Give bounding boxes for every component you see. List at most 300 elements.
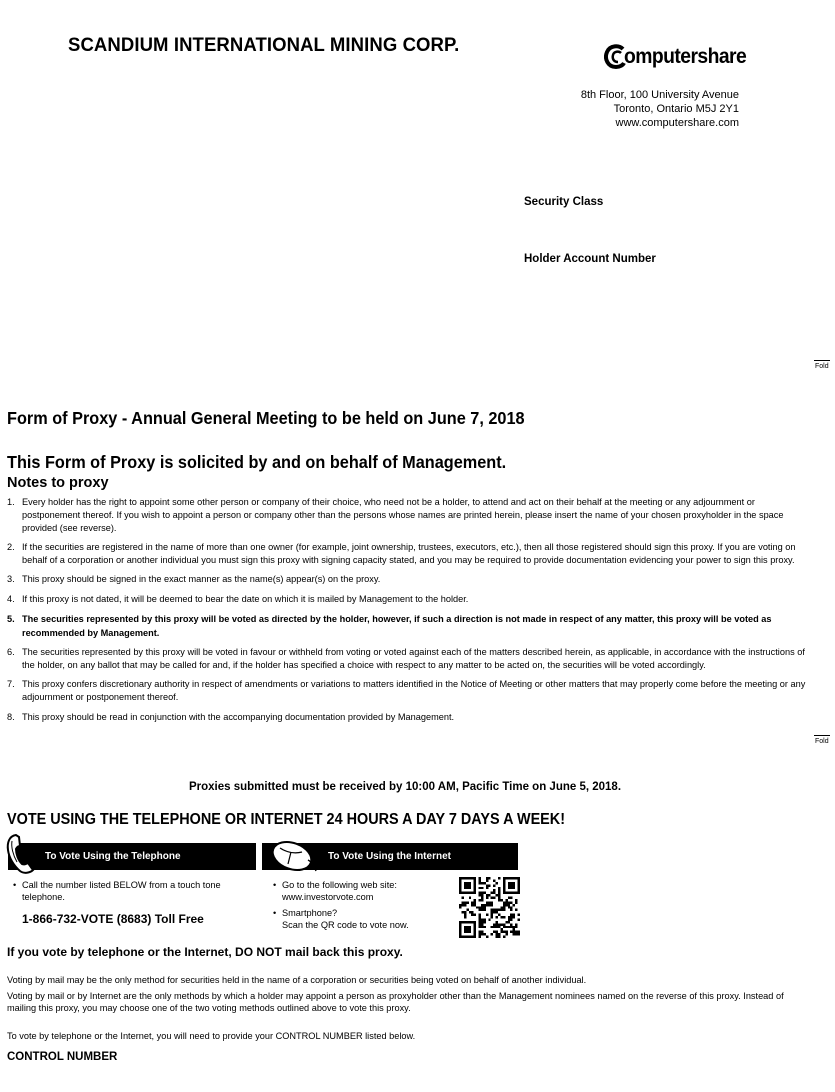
qr-module [510,914,512,916]
qr-module [513,904,515,906]
qr-module [469,911,471,913]
note-number: 2. [7,541,15,552]
qr-module [496,921,498,923]
qr-module [508,906,510,908]
vote-heading: VOTE USING THE TELEPHONE OR INTERNET 24 HOURS A DAY 7 DAYS A WEEK! [7,811,566,828]
qr-module [481,897,483,899]
qr-module [464,901,466,903]
qr-module [466,884,468,886]
qr-module [469,931,471,933]
qr-module [483,926,485,928]
qr-module [459,928,461,930]
qr-module [466,892,468,894]
qr-module [498,909,500,911]
qr-module [491,892,493,894]
qr-module [493,879,495,881]
qr-module [518,887,520,889]
qr-module [464,882,466,884]
qr-module [474,884,476,886]
qr-module [461,877,463,879]
qr-module [483,882,485,884]
qr-module [488,904,490,906]
qr-module [483,921,485,923]
note-number: 7. [7,679,15,690]
qr-module [496,894,498,896]
qr-module [503,906,505,908]
qr-module [466,882,468,884]
qr-module [459,926,461,928]
qr-module [505,877,507,879]
qr-module [464,926,466,928]
qr-module [481,926,483,928]
qr-module [508,918,510,920]
qr-module [503,923,505,925]
deadline-notice: Proxies submitted must be received by 10:00 AM, Pacific Time on June 5, 2018. [188,781,622,793]
qr-module [496,882,498,884]
company-name: SCANDIUM INTERNATIONAL MINING CORP. [68,34,460,56]
qr-module [483,933,485,935]
note-item [7,496,807,536]
qr-module [481,887,483,889]
internet-instruction-item [273,908,453,920]
computershare-logo [604,44,757,70]
qr-module [493,931,495,933]
qr-module [500,923,502,925]
qr-module [466,931,468,933]
telephone-vote-label: To Vote Using the Telephone [45,851,181,862]
note-number: 4. [7,594,15,605]
qr-module [503,889,505,891]
qr-module [503,916,505,918]
qr-module [486,887,488,889]
internet-vote-label: To Vote Using the Internet [328,851,451,862]
qr-module [481,892,483,894]
qr-module [498,926,500,928]
holder-account-label: Holder Account Number [524,253,656,265]
telephone-icon [6,833,42,875]
qr-module [498,936,500,938]
qr-module [503,936,505,938]
qr-module [474,928,476,930]
qr-module [513,916,515,918]
qr-module [515,933,517,935]
mouse-icon [268,838,318,874]
qr-module [471,892,473,894]
qr-module [481,921,483,923]
qr-module [500,906,502,908]
qr-module [469,936,471,938]
qr-module [479,879,481,881]
qr-module [496,916,498,918]
qr-module [515,926,517,928]
qr-module [505,892,507,894]
qr-module [510,877,512,879]
qr-module [464,916,466,918]
qr-module [474,933,476,935]
qr-module [483,909,485,911]
qr-module [481,894,483,896]
qr-module [483,906,485,908]
qr-module [466,921,468,923]
qr-module [464,904,466,906]
qr-module [498,877,500,879]
qr-module [479,899,481,901]
qr-module [474,936,476,938]
notes-title: Notes to proxy [7,475,109,491]
qr-module [471,901,473,903]
qr-module [479,892,481,894]
qr-module [510,892,512,894]
qr-module [510,897,512,899]
security-class-label: Security Class [524,196,604,208]
qr-module [513,931,515,933]
bullet: • [13,880,17,890]
fold-mark: Fold [815,738,829,745]
qr-module [481,909,483,911]
qr-module [474,882,476,884]
qr-module [493,889,495,891]
bullet: • [273,908,277,918]
qr-module [464,921,466,923]
no-mail-warning: If you vote by telephone or the Internet, DO NOT mail back this proxy. [7,945,403,959]
qr-module [508,921,510,923]
qr-module [505,933,507,935]
qr-module [500,928,502,930]
computershare-logo-text: omputershare [624,45,747,68]
qr-module [464,884,466,886]
qr-module [479,914,481,916]
qr-module [469,884,471,886]
qr-module [496,911,498,913]
qr-module [459,921,461,923]
qr-module [486,904,488,906]
qr-module [474,892,476,894]
qr-module [466,909,468,911]
qr-module [469,877,471,879]
agent-address [581,88,739,130]
qr-module [466,936,468,938]
qr-module [486,894,488,896]
qr-module [493,926,495,928]
qr-module [505,921,507,923]
qr-module [493,884,495,886]
qr-module [503,879,505,881]
qr-code[interactable] [459,877,520,938]
qr-module [508,926,510,928]
qr-module [518,918,520,920]
notes-list [7,496,807,724]
qr-module [471,936,473,938]
smartphone-text: Smartphone? [282,908,338,918]
qr-module [469,897,471,899]
qr-module [498,889,500,891]
qr-module [500,899,502,901]
qr-module [510,884,512,886]
qr-module [500,916,502,918]
qr-module [503,909,505,911]
qr-module [474,899,476,901]
qr-module [469,928,471,930]
qr-module [464,887,466,889]
qr-module [479,931,481,933]
qr-module [461,904,463,906]
address-website: www.computershare.com [615,117,739,129]
form-title: Form of Proxy - Annual General Meeting to be held on June 7, 2018 [7,408,525,428]
qr-module [471,904,473,906]
qr-module [510,906,512,908]
telephone-instruction-text: Call the number listed BELOW from a touch tone telephone. [22,880,221,902]
qr-module [518,879,520,881]
qr-module [496,933,498,935]
qr-module [459,879,461,881]
qr-module [459,936,461,938]
qr-module [486,901,488,903]
qr-module [515,899,517,901]
qr-module [459,931,461,933]
qr-module [515,909,517,911]
qr-module [491,901,493,903]
qr-module [471,877,473,879]
qr-module [503,904,505,906]
qr-module [503,882,505,884]
qr-module [474,879,476,881]
note-number: 8. [7,711,15,722]
qr-module [486,879,488,881]
proxyholder-paragraph: Voting by mail or by Internet are the only methods by which a holder may appoint a person as proxyholder other than the Management nominees named on the reverse of this proxy. Instead of mailing this proxy, you may choose one of the two voting methods outlined above to vote this proxy. [7,991,784,1014]
qr-module [479,918,481,920]
qr-module [491,916,493,918]
note-item [7,573,807,586]
qr-module [508,916,510,918]
qr-module [513,887,515,889]
qr-module [479,923,481,925]
qr-module [474,904,476,906]
qr-module [481,918,483,920]
qr-module [518,877,520,879]
qr-module [471,914,473,916]
qr-module [503,877,505,879]
qr-module [479,882,481,884]
toll-free-number[interactable]: 1-866-732-VOTE (8683) Toll Free [22,912,204,926]
qr-module [518,914,520,916]
qr-module [459,889,461,891]
qr-module [510,931,512,933]
qr-module [469,882,471,884]
qr-module [464,914,466,916]
qr-module [469,892,471,894]
qr-module [515,877,517,879]
qr-module [518,889,520,891]
qr-module [513,928,515,930]
qr-module [505,904,507,906]
qr-module [508,882,510,884]
qr-module [474,921,476,923]
qr-module [461,901,463,903]
qr-module [498,894,500,896]
qr-module [459,906,461,908]
note-text: The securities represented by this proxy will be voted in favour or withheld from voting or voted against each of the matters described herein, as applicable, in accordance with the instructions of the holder, on any ballot that may be called for and, if the holder has specified a choice with respect to any matter to be acted on, the securities will be voted accordingly. [22,646,805,671]
note-text: Every holder has the right to appoint some other person or company of their choice, who need not be a holder, to attend and act on their behalf at the meeting or any adjournment or postponement thereof. If you wish to appoint a person or company other than the persons whose names are printed herein, please insert the name of your chosen proxyholder in the space provided (see reverse). [22,497,784,534]
qr-module [461,911,463,913]
qr-module [515,892,517,894]
note-number: 6. [7,646,15,657]
qr-module [510,909,512,911]
qr-module [513,914,515,916]
qr-module [508,877,510,879]
note-text: If this proxy is not dated, it will be deemed to bear the date on which it is mailed by Management to the holder. [22,594,469,605]
qr-module [518,933,520,935]
qr-module [496,909,498,911]
qr-module [510,901,512,903]
mail-voting-paragraph: Voting by mail may be the only method for securities held in the name of a corporation or securities being voted on behalf of another individual. [7,975,587,985]
qr-module [474,877,476,879]
qr-module [508,897,510,899]
qr-module [481,899,483,901]
qr-module [466,887,468,889]
qr-module [503,926,505,928]
qr-module [471,921,473,923]
qr-module [483,918,485,920]
qr-module [479,926,481,928]
qr-module [488,877,490,879]
qr-module [459,923,461,925]
qr-module [498,897,500,899]
qr-module [479,933,481,935]
qr-module [508,901,510,903]
qr-module [474,926,476,928]
qr-module [466,901,468,903]
qr-module [496,931,498,933]
qr-module [464,931,466,933]
qr-module [498,923,500,925]
qr-module [513,926,515,928]
qr-module [466,877,468,879]
qr-module [479,906,481,908]
qr-module [459,933,461,935]
address-line: Toronto, Ontario M5J 2Y1 [613,103,739,115]
telephone-vote-bar [8,843,256,870]
internet-instruction-text: Go to the following web site: [282,880,397,890]
qr-module [471,911,473,913]
qr-module [510,882,512,884]
qr-module [479,887,481,889]
qr-module [486,884,488,886]
qr-module [479,921,481,923]
qr-module [481,906,483,908]
qr-module [493,911,495,913]
qr-module [466,928,468,930]
qr-module [518,892,520,894]
qr-module [498,892,500,894]
qr-module [498,899,500,901]
qr-module [491,933,493,935]
qr-module [481,882,483,884]
qr-module [488,894,490,896]
qr-module [459,884,461,886]
note-item [7,541,807,567]
qr-module [459,892,461,894]
qr-module [464,892,466,894]
qr-module [461,897,463,899]
qr-module [474,889,476,891]
qr-module [479,909,481,911]
qr-module [461,921,463,923]
qr-module [474,901,476,903]
qr-module [510,918,512,920]
qr-module [491,911,493,913]
qr-module [461,936,463,938]
qr-module [459,877,461,879]
qr-module [459,887,461,889]
qr-module [464,928,466,930]
qr-module [469,926,471,928]
qr-module [513,892,515,894]
qr-module [479,916,481,918]
qr-module [491,926,493,928]
note-item [7,711,807,724]
qr-module [481,933,483,935]
qr-module [503,884,505,886]
telephone-instructions [13,880,233,903]
qr-module [498,933,500,935]
qr-module [515,931,517,933]
qr-module [496,926,498,928]
qr-module [469,887,471,889]
qr-module [508,887,510,889]
qr-module [498,887,500,889]
note-text: This proxy should be read in conjunction with the accompanying documentation provided by Management. [22,711,455,722]
qr-module [500,909,502,911]
qr-module [474,887,476,889]
voting-website[interactable]: www.investorvote.com [282,891,374,902]
qr-module [481,923,483,925]
qr-module [481,931,483,933]
qr-module [493,909,495,911]
qr-module [505,901,507,903]
note-text: The securities represented by this proxy will be voted as directed by the holder, however, if such a direction is not made in respect of any matter, this proxy will be voted as recommended by Management. [22,614,772,638]
qr-module [466,926,468,928]
qr-module [469,921,471,923]
qr-module [508,892,510,894]
note-number: 1. [7,497,15,507]
note-text: This proxy confers discretionary authority in respect of amendments or variations to matters identified in the Notice of Meeting or other matters that may properly come before the meeting or any adjournment or postponement thereof. [22,679,806,703]
qr-module [491,909,493,911]
qr-module [461,892,463,894]
qr-module [503,892,505,894]
note-item [7,593,807,606]
qr-module [513,884,515,886]
qr-module [486,914,488,916]
qr-module [474,914,476,916]
qr-module [488,884,490,886]
qr-module [493,923,495,925]
qr-module [496,923,498,925]
qr-module [513,882,515,884]
qr-module [508,904,510,906]
qr-module [464,877,466,879]
qr-module [488,901,490,903]
qr-module [479,936,481,938]
qr-module [488,918,490,920]
note-text: If the securities are registered in the name of more than one owner (for example, joint ownership, trustees, executors, etc.), then all those registered should sign this proxy. If you are voting on behalf of a corporation or another individual you must sign this proxy with signing capacity stated, and you may be required to provide documentation evidencing your power to sign this proxy. [22,541,796,565]
qr-module [508,884,510,886]
qr-module [491,904,493,906]
qr-module [474,923,476,925]
qr-module [513,933,515,935]
qr-module [503,901,505,903]
qr-module [503,887,505,889]
telephone-instruction-item [13,880,233,903]
